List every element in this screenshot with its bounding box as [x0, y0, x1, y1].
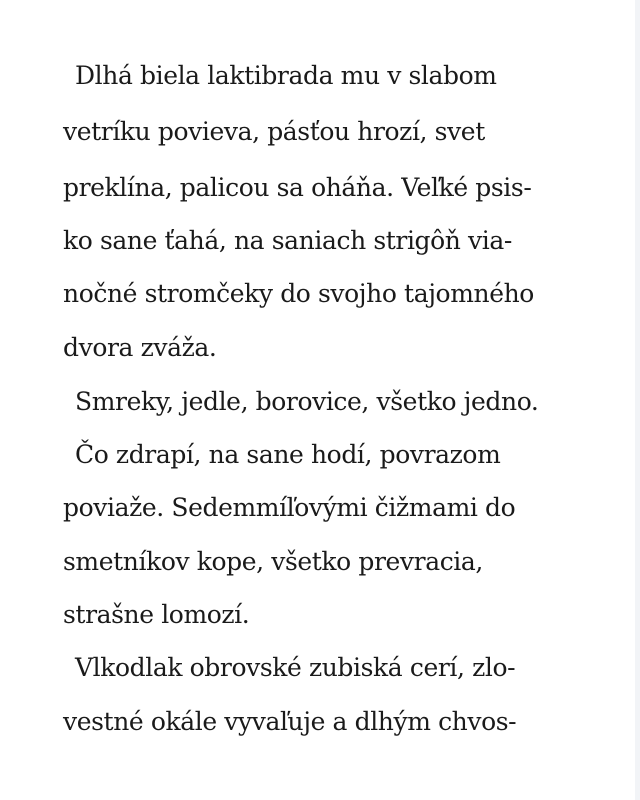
text-line: ko sane ťahá, na saniach strigôň via- — [63, 226, 512, 255]
text-line: poviaže. Sedemmíľovými čižmami do — [63, 493, 516, 522]
text-line: vetríku povieva, pásťou hrozí, svet — [63, 117, 485, 146]
text-line: dvora zváža. — [63, 333, 217, 362]
text-line: nočné stromčeky do svojho tajomného — [63, 279, 534, 308]
text-line: smetníkov kope, všetko prevracia, — [63, 547, 483, 576]
text-line: preklína, palicou sa oháňa. Veľké psis- — [63, 173, 532, 202]
text-line: vestné okále vyvaľuje a dlhým chvos- — [63, 707, 517, 736]
text-line: strašne lomozí. — [63, 600, 250, 629]
text-line: Vlkodlak obrovské zubiská cerí, zlo- — [75, 653, 516, 682]
text-line: Smreky, jedle, borovice, všetko jedno. — [75, 387, 539, 416]
page-edge — [635, 0, 640, 800]
text-line: Čo zdrapí, na sane hodí, povrazom — [75, 440, 501, 469]
text-line: Dlhá biela laktibrada mu v slabom — [75, 61, 497, 90]
